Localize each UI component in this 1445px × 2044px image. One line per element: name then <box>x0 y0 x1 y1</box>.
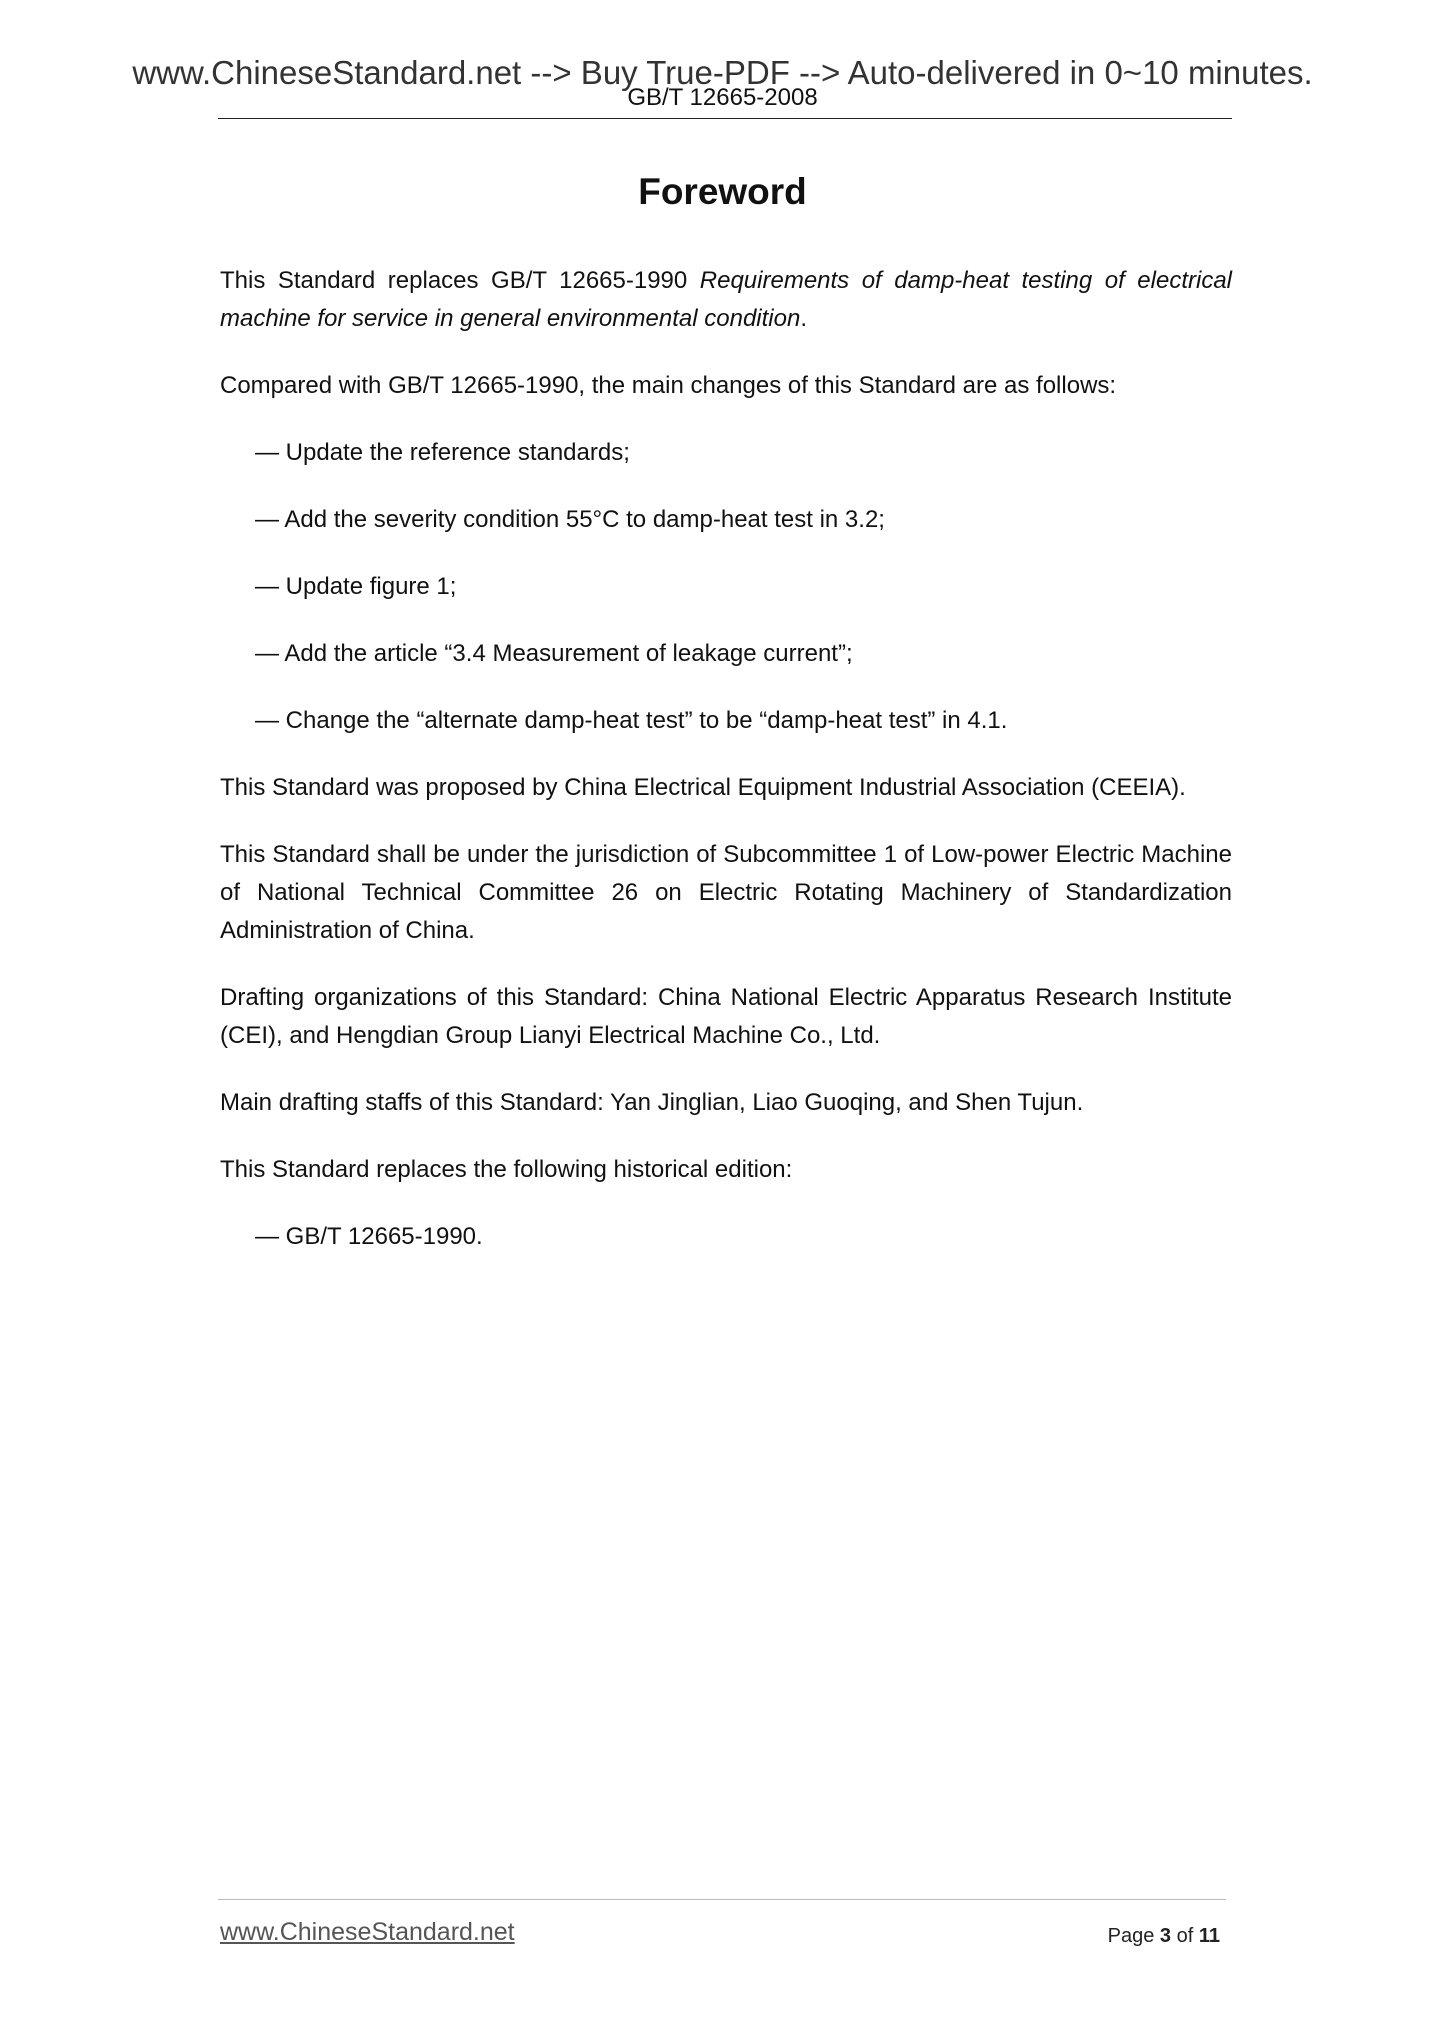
changes-intro: Compared with GB/T 12665-1990, the main changes of this Standard are as follows: <box>220 372 1117 399</box>
standard-code: GB/T 12665-2008 <box>627 84 818 111</box>
page-number <box>1108 1926 1220 1946</box>
change-item: — Update figure 1; <box>255 573 457 600</box>
foreword-body <box>220 262 1232 1285</box>
replaced-standard-title: Requirements of damp-heat testing of electrical machine for service in general environmental condition <box>220 267 1232 332</box>
footer-site-link[interactable]: www.ChineseStandard.net <box>220 1918 515 1946</box>
replacement-paragraph <box>220 262 1232 338</box>
drafting-staff-paragraph: Main drafting staffs of this Standard: Yan Jinglian, Liao Guoqing, and Shen Tujun. <box>220 1089 1084 1116</box>
historical-edition-intro: This Standard replaces the following historical edition: <box>220 1156 793 1183</box>
page-total: 11 <box>1198 1925 1220 1947</box>
change-item: — Add the article “3.4 Measurement of leakage current”; <box>255 640 853 667</box>
drafting-organizations-paragraph: Drafting organizations of this Standard: China National Electric Apparatus Research Institute (CEI), and Hengdian Group Lianyi Electrical Machine Co., Ltd. <box>220 984 1232 1049</box>
page-label: Page <box>1107 1925 1160 1947</box>
change-item: — Update the reference standards; <box>255 439 630 466</box>
change-item: — Change the “alternate damp-heat test” to be “damp-heat test” in 4.1. <box>255 707 1008 734</box>
header-divider <box>218 118 1232 119</box>
historical-edition-item: — GB/T 12665-1990. <box>255 1223 483 1250</box>
replacement-text: This Standard replaces GB/T 12665-1990 <box>220 267 700 294</box>
site-banner: www.ChineseStandard.net --> Buy True-PDF --> Auto-delivered in 0~10 minutes. <box>132 54 1313 91</box>
page-title: Foreword <box>638 171 807 212</box>
change-item: — Add the severity condition 55°C to damp-heat test in 3.2; <box>255 506 885 533</box>
replacement-period: . <box>800 305 807 332</box>
page-of-label: of <box>1171 1925 1199 1947</box>
page-current: 3 <box>1159 1925 1172 1947</box>
jurisdiction-paragraph: This Standard shall be under the jurisdiction of Subcommittee 1 of Low-power Electric Machine of National Technical Committee 26 on Electric Rotating Machinery of Standardization Administration of China. <box>220 841 1232 944</box>
proposer-paragraph: This Standard was proposed by China Electrical Equipment Industrial Association (CEEIA). <box>220 774 1186 801</box>
footer-divider <box>218 1899 1226 1900</box>
